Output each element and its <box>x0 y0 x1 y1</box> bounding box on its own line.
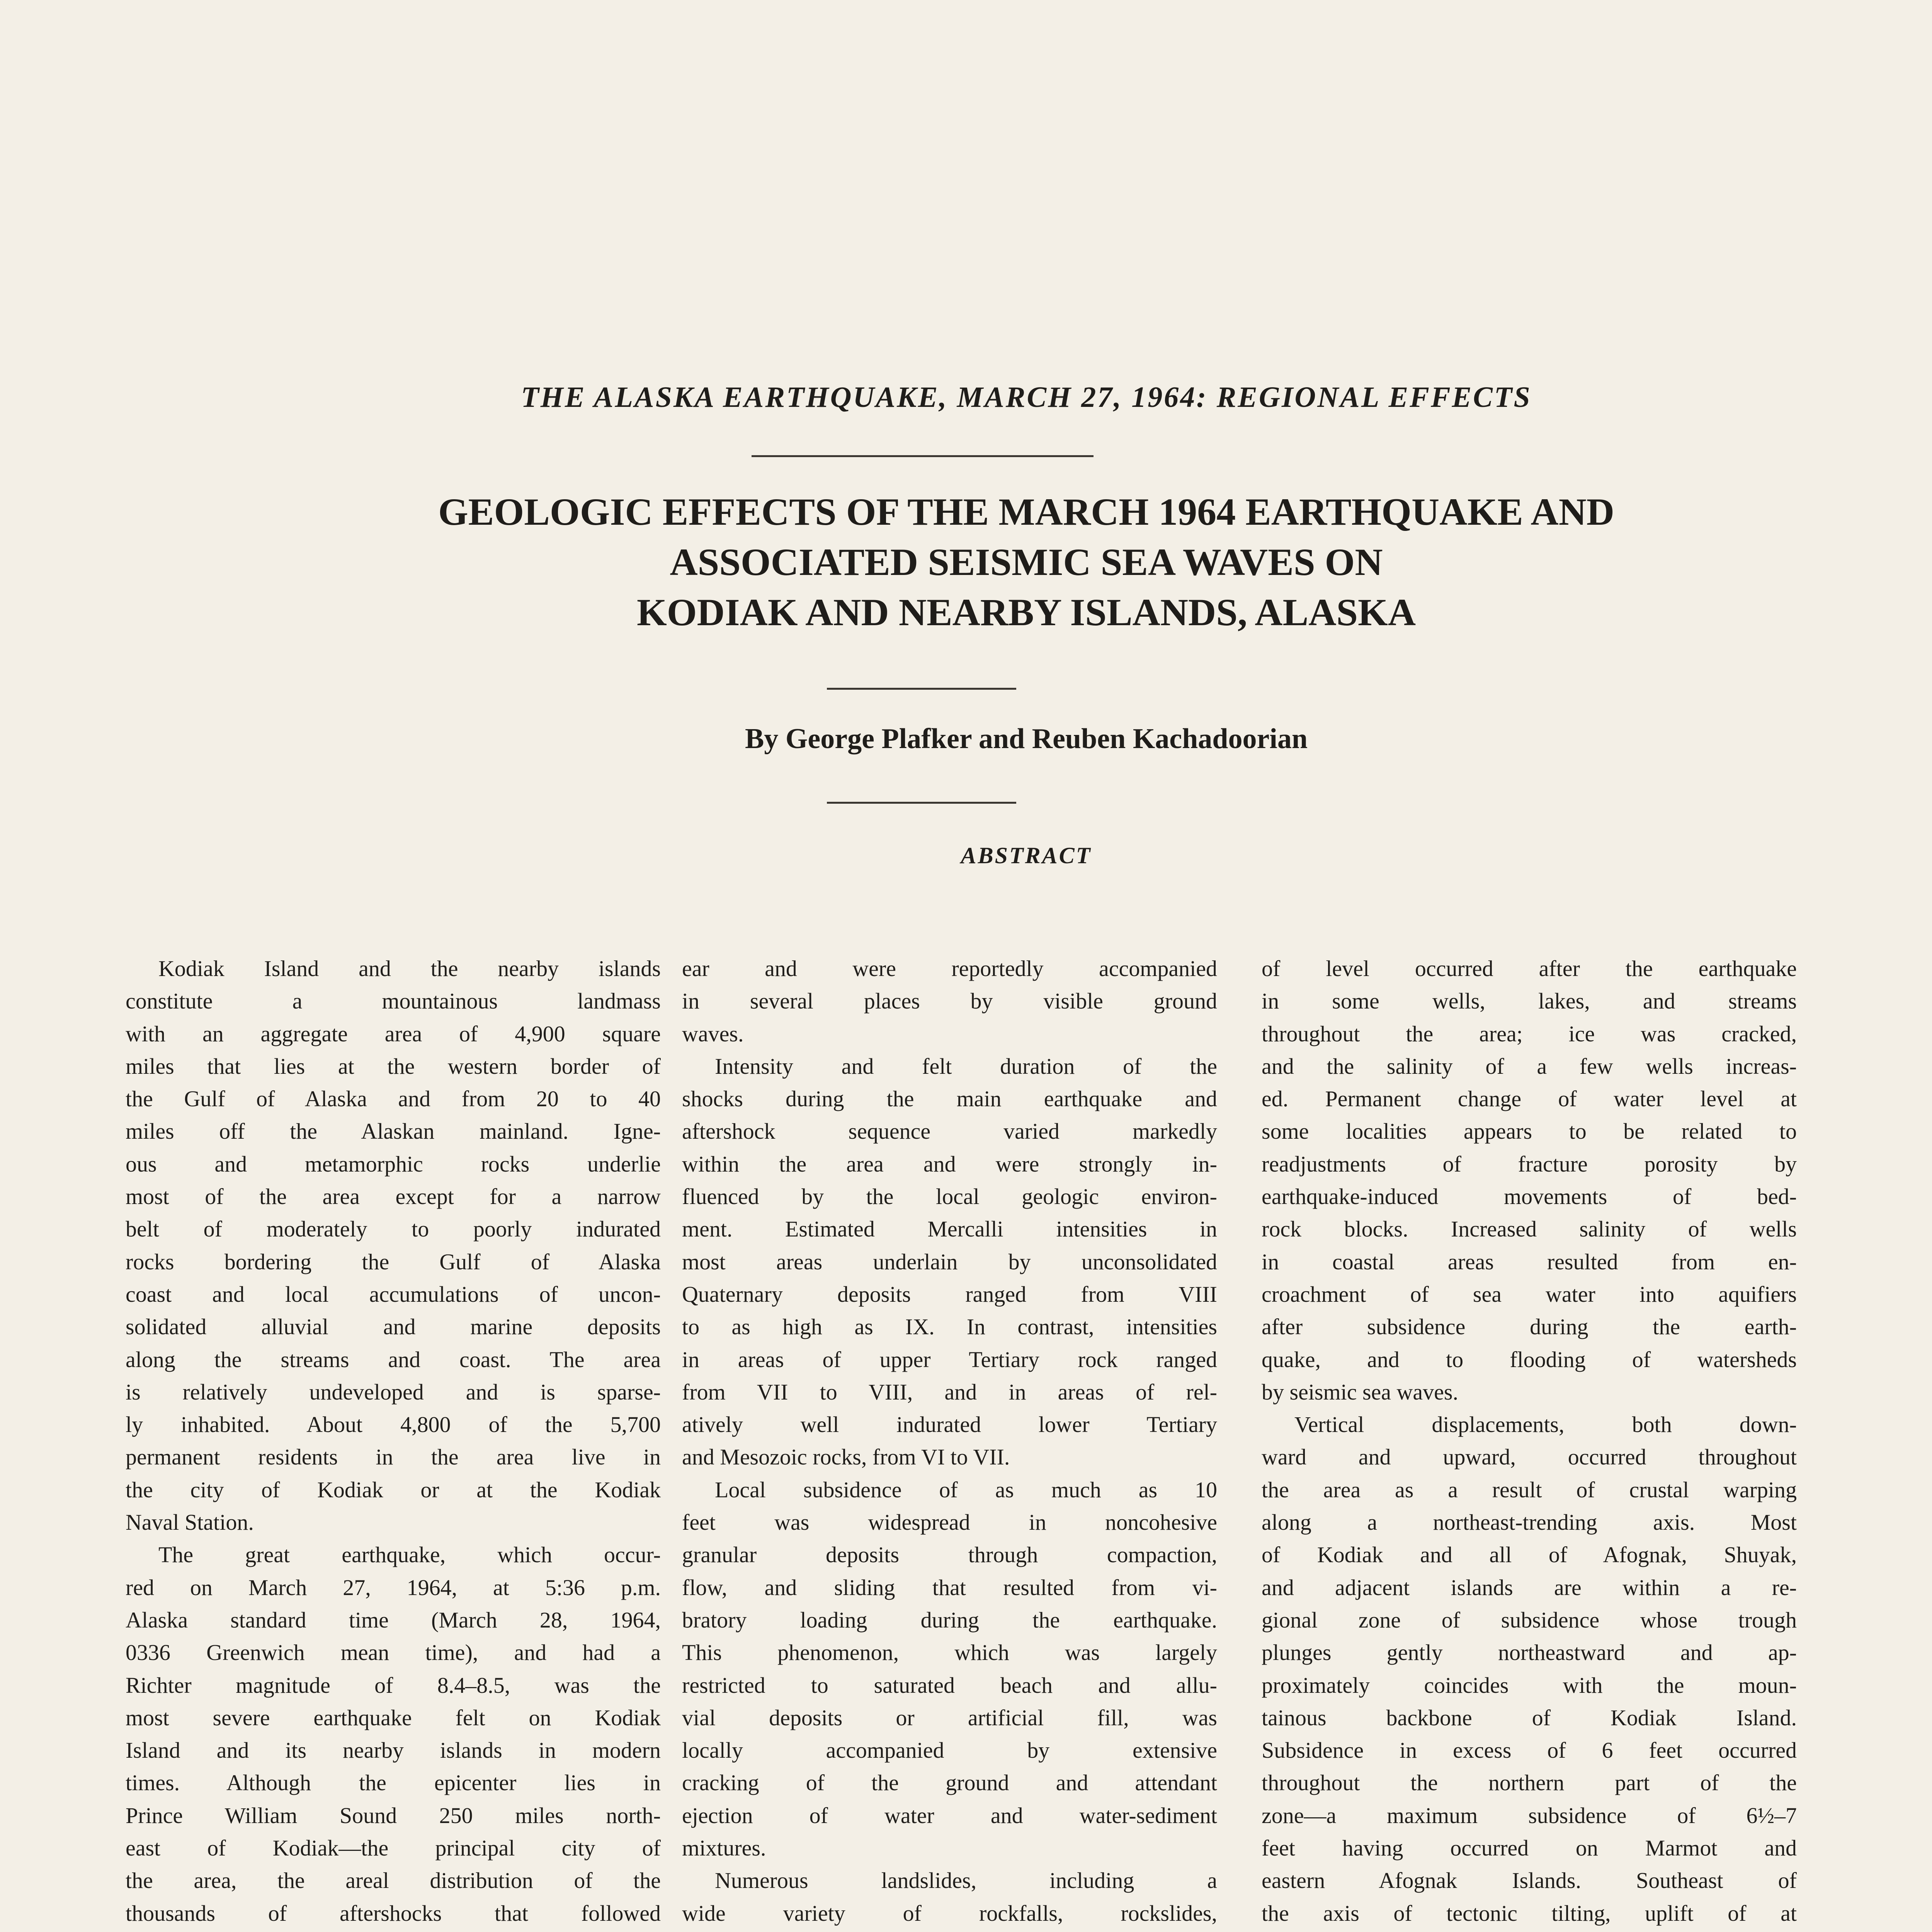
text-line: the city of Kodiak or at the Kodiak <box>126 1477 661 1502</box>
text-line: This phenomenon, which was largely <box>682 1640 1217 1665</box>
text-line: belt of moderately to poorly indurated <box>126 1216 661 1242</box>
text-line: along a northeast-trending axis. Most <box>1262 1510 1797 1535</box>
text-line <box>682 1930 1217 1932</box>
text-line: mixtures. <box>682 1835 766 1861</box>
text-line: Naval Station. <box>126 1510 254 1535</box>
text-line: is relatively undeveloped and is sparse- <box>126 1379 661 1405</box>
text-line: granular deposits through compaction, <box>682 1542 1217 1568</box>
text-line: ous and metamorphic rocks underlie <box>126 1151 661 1177</box>
text-line: in some wells, lakes, and streams <box>1262 988 1797 1014</box>
text-line: 0336 Greenwich mean time), and had a <box>126 1640 661 1665</box>
text-line: ward and upward, occurred throughout <box>1262 1444 1797 1470</box>
text-line: feet having occurred on Marmot and <box>1262 1835 1797 1861</box>
text-line: waves. <box>682 1021 744 1046</box>
text-line: proximately coincides with the moun- <box>1262 1672 1797 1698</box>
text-line: zone—a maximum subsidence of 6½–7 <box>1262 1803 1797 1828</box>
text-line: in areas of upper Tertiary rock ranged <box>682 1347 1217 1372</box>
divider-rule <box>752 455 1094 457</box>
text-column-2 <box>682 952 1217 1932</box>
text-line: to as high as IX. In contrast, intensities <box>682 1314 1217 1340</box>
text-line: east of Kodiak—the principal city of <box>126 1835 661 1861</box>
text-line: croachment of sea water into aquifiers <box>1262 1281 1797 1307</box>
text-line: wide variety of rockfalls, rockslides, <box>682 1900 1217 1926</box>
text-line: locally accompanied by extensive <box>682 1738 1217 1763</box>
text-line: thousands of aftershocks that followed <box>126 1900 661 1926</box>
text-line: permanent residents in the area live in <box>126 1444 661 1470</box>
text-line: ear and were reportedly accompanied <box>682 956 1217 981</box>
text-line: The great earthquake, which occur- <box>158 1542 661 1568</box>
text-line: Numerous landslides, including a <box>715 1868 1217 1893</box>
text-line: eastern Afognak Islands. Southeast of <box>1262 1868 1797 1893</box>
text-line: Subsidence in excess of 6 feet occurred <box>1262 1738 1797 1763</box>
text-line: Richter magnitude of 8.4–8.5, was the <box>126 1672 661 1698</box>
text-line: and adjacent islands are within a re- <box>1262 1575 1797 1600</box>
text-line: Island and its nearby islands in modern <box>126 1738 661 1763</box>
text-line: vial deposits or artificial fill, was <box>682 1705 1217 1730</box>
divider-rule <box>827 802 1016 804</box>
abstract-heading: ABSTRACT <box>961 843 1092 868</box>
text-line: of Kodiak and all of Afognak, Shuyak, <box>1262 1542 1797 1568</box>
text-line: Prince William Sound 250 miles north- <box>126 1803 661 1828</box>
text-line: aftershock sequence varied markedly <box>682 1119 1217 1144</box>
text-line: with an aggregate area of 4,900 square <box>126 1021 661 1046</box>
text-line: ed. Permanent change of water level at <box>1262 1086 1797 1112</box>
text-line: Quaternary deposits ranged from VIII <box>682 1281 1217 1307</box>
text-line: atively well indurated lower Tertiary <box>682 1412 1217 1437</box>
series-title: THE ALASKA EARTHQUAKE, MARCH 27, 1964: REGIONAL EFFECTS <box>521 381 1532 413</box>
text-line: along the streams and coast. The area <box>126 1347 661 1372</box>
text-line <box>1262 1930 1797 1932</box>
text-line: times. Although the epicenter lies in <box>126 1770 661 1796</box>
title-line: ASSOCIATED SEISMIC SEA WAVES ON <box>670 541 1383 583</box>
text-line: rocks bordering the Gulf of Alaska <box>126 1249 661 1274</box>
text-line: Alaska standard time (March 28, 1964, <box>126 1607 661 1633</box>
text-line: from VII to VIII, and in areas of rel- <box>682 1379 1217 1405</box>
text-line <box>126 1930 661 1932</box>
text-line: in several places by visible ground <box>682 988 1217 1014</box>
text-line: after subsidence during the earth- <box>1262 1314 1797 1340</box>
text-line: most of the area except for a narrow <box>126 1184 661 1209</box>
text-line: fluenced by the local geologic environ- <box>682 1184 1217 1209</box>
text-line: throughout the northern part of the <box>1262 1770 1797 1796</box>
text-line: by seismic sea waves. <box>1262 1379 1458 1405</box>
text-line: miles off the Alaskan mainland. Igne- <box>126 1119 661 1144</box>
text-line: coast and local accumulations of uncon- <box>126 1281 661 1307</box>
text-line: the area, the areal distribution of the <box>126 1868 661 1893</box>
text-line: tainous backbone of Kodiak Island. <box>1262 1705 1797 1730</box>
text-line: in coastal areas resulted from en- <box>1262 1249 1797 1274</box>
title-line: KODIAK AND NEARBY ISLANDS, ALASKA <box>636 591 1416 634</box>
text-line: of level occurred after the earthquake <box>1262 956 1797 981</box>
text-line: throughout the area; ice was cracked, <box>1262 1021 1797 1046</box>
text-line: rock blocks. Increased salinity of wells <box>1262 1216 1797 1242</box>
text-line: restricted to saturated beach and allu- <box>682 1672 1217 1698</box>
text-line: and the salinity of a few wells increas- <box>1262 1053 1797 1079</box>
text-line: Kodiak Island and the nearby islands <box>158 956 661 981</box>
text-line: plunges gently northeastward and ap- <box>1262 1640 1797 1665</box>
text-line: solidated alluvial and marine deposits <box>126 1314 661 1340</box>
text-line: shocks during the main earthquake and <box>682 1086 1217 1112</box>
text-line: the axis of tectonic tilting, uplift of at <box>1262 1900 1797 1926</box>
text-line: gional zone of subsidence whose trough <box>1262 1607 1797 1633</box>
text-line: flow, and sliding that resulted from vi- <box>682 1575 1217 1600</box>
text-line: the Gulf of Alaska and from 20 to 40 <box>126 1086 661 1112</box>
text-line: bratory loading during the earthquake. <box>682 1607 1217 1633</box>
text-line: Local subsidence of as much as 10 <box>715 1477 1217 1502</box>
text-line: constitute a mountainous landmass <box>126 988 661 1014</box>
text-line: feet was widespread in noncohesive <box>682 1510 1217 1535</box>
title-line: GEOLOGIC EFFECTS OF THE MARCH 1964 EARTHQUAKE AND <box>438 490 1615 533</box>
text-line: cracking of the ground and attendant <box>682 1770 1217 1796</box>
text-line: the area as a result of crustal warping <box>1262 1477 1797 1502</box>
text-column-1 <box>126 952 661 1932</box>
text-line: quake, and to flooding of watersheds <box>1262 1347 1797 1372</box>
article-title <box>0 487 1932 638</box>
text-line: miles that lies at the western border of <box>126 1053 661 1079</box>
text-line: readjustments of fracture porosity by <box>1262 1151 1797 1177</box>
text-line: within the area and were strongly in- <box>682 1151 1217 1177</box>
text-line: Vertical displacements, both down- <box>1294 1412 1797 1437</box>
text-line: ly inhabited. About 4,800 of the 5,700 <box>126 1412 661 1437</box>
text-line: and Mesozoic rocks, from VI to VII. <box>682 1444 1010 1470</box>
text-line: earthquake-induced movements of bed- <box>1262 1184 1797 1209</box>
text-line: ejection of water and water-sediment <box>682 1803 1217 1828</box>
text-line: most severe earthquake felt on Kodiak <box>126 1705 661 1730</box>
divider-rule <box>827 688 1016 690</box>
text-line: ment. Estimated Mercalli intensities in <box>682 1216 1217 1242</box>
text-column-3 <box>1262 952 1797 1932</box>
byline: By George Plafker and Reuben Kachadoorian <box>745 723 1308 755</box>
text-line: Intensity and felt duration of the <box>715 1053 1217 1079</box>
text-line: some localities appears to be related to <box>1262 1119 1797 1144</box>
text-line: red on March 27, 1964, at 5:36 p.m. <box>126 1575 661 1600</box>
text-line: most areas underlain by unconsolidated <box>682 1249 1217 1274</box>
